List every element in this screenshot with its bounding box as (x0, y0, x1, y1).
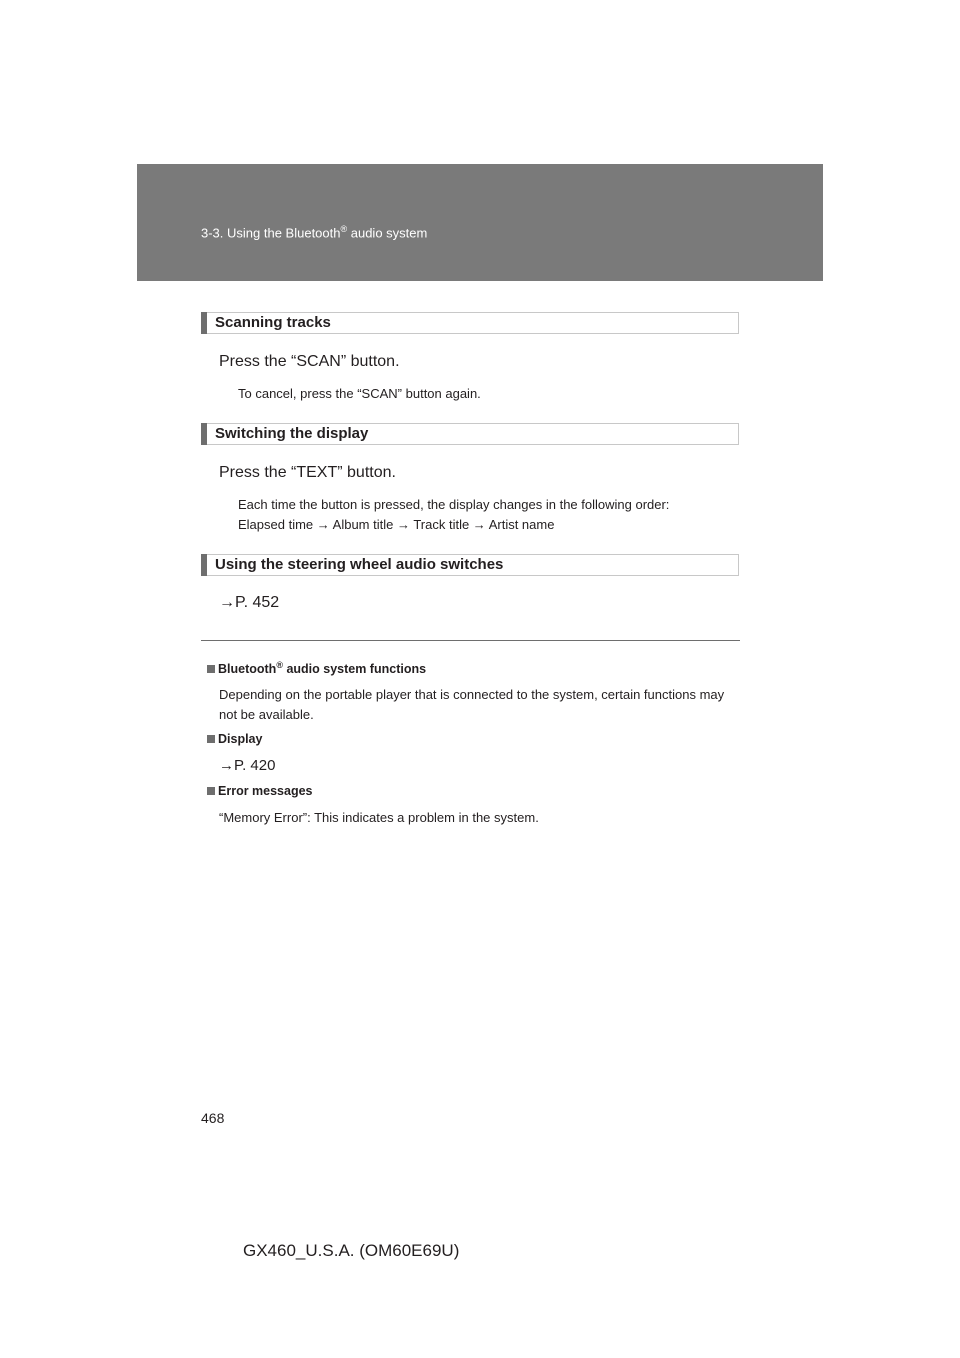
info-heading-display: Display (207, 732, 262, 746)
footer-document-code: GX460_U.S.A. (OM60E69U) (243, 1241, 460, 1260)
section-marker (201, 423, 207, 445)
square-bullet-icon (207, 665, 215, 673)
info-heading-error-messages: Error messages (207, 784, 313, 798)
page-reference-link[interactable]: →P. 420 (219, 757, 276, 774)
info-heading-bluetooth-functions: Bluetooth® audio system functions (207, 660, 426, 676)
section-heading-switching-display (201, 423, 739, 445)
section-marker (201, 312, 207, 334)
info-text-error-messages: “Memory Error”: This indicates a problem in the system. (219, 810, 539, 825)
section-marker (201, 554, 207, 576)
section-title: Scanning tracks (215, 314, 331, 331)
section-title: Using the steering wheel audio switches (215, 556, 504, 573)
info-text-bluetooth-functions: Depending on the portable player that is connected to the system, certain functions may not be available. (219, 687, 725, 722)
square-bullet-icon (207, 735, 215, 743)
step-press-text: Press the “TEXT” button. (219, 464, 396, 481)
note-display-order (238, 495, 738, 535)
header-band (137, 164, 823, 281)
divider (201, 640, 740, 641)
note-line: Each time the button is pressed, the display changes in the following order: (238, 497, 670, 512)
section-header-title: 3-3. Using the Bluetooth® audio system (201, 224, 428, 241)
page-number: 468 (201, 1110, 225, 1126)
page-reference-link[interactable]: →P. 452 (219, 594, 280, 611)
section-title: Switching the display (215, 425, 369, 442)
step-press-scan: Press the “SCAN” button. (219, 353, 400, 370)
section-heading-scanning-tracks (201, 312, 739, 334)
note-cancel-scan: To cancel, press the “SCAN” button again. (238, 386, 481, 401)
square-bullet-icon (207, 787, 215, 795)
note-line: Elapsed time → Album title → Track title → Artist name (238, 517, 555, 532)
section-heading-steering-switches (201, 554, 739, 576)
